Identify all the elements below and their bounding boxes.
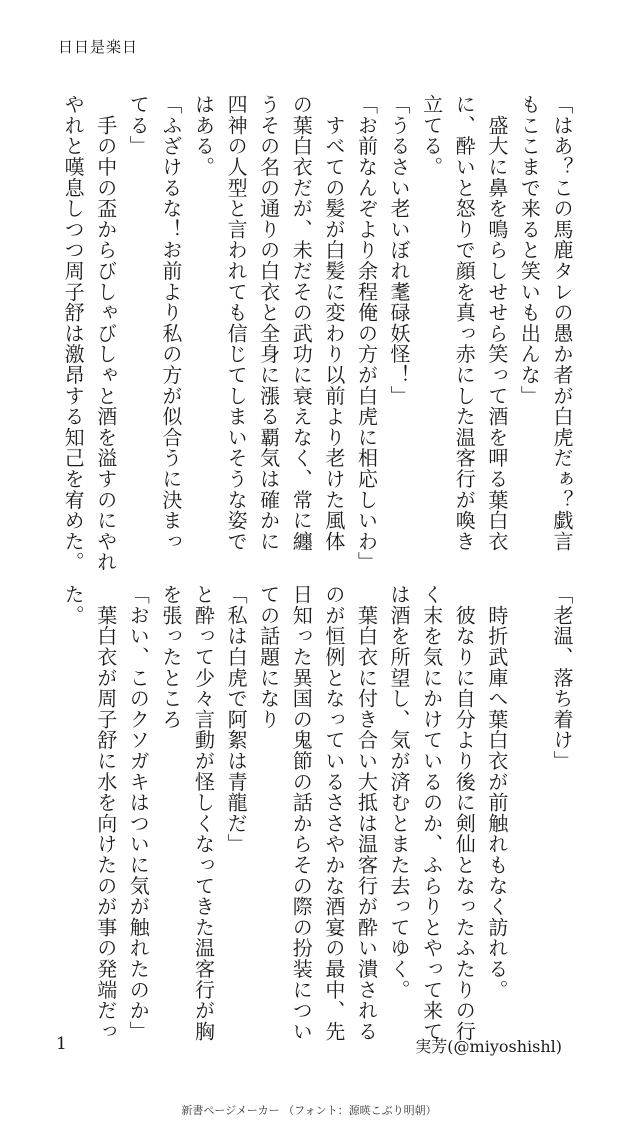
text-line: 四神の人型と言われても信じてしまいそうな姿で	[224, 94, 249, 552]
text-block-upper	[57, 94, 579, 573]
text-line: 「うるさい老いぼれ耄碌妖怪！」	[387, 94, 412, 406]
text-line: 「お前なんぞより余程俺の方が白虎に相応しいわ」	[354, 94, 379, 573]
text-line: はある。	[191, 94, 216, 178]
text-line: く末を気にかけているのか、ふらりとやって来て	[419, 584, 444, 1042]
tool-credit: 新書ページメーカー （フォント：源暎こぶり明朝）	[181, 1104, 437, 1117]
text-line: ての話題になり	[256, 584, 281, 730]
text-line: 「はあ？この馬鹿タレの愚か者が白虎だぁ？戯言	[550, 94, 574, 552]
text-line: すべての髪が白髪に変わり以前より老けた風体	[321, 94, 346, 552]
page-number: 1	[56, 1034, 67, 1054]
text-line: に、酔いと怒りで顔を真っ赤にした温客行が喚き	[452, 94, 477, 552]
text-line: 手の中の盃からびしゃびしゃと酒を溢すのにやれ	[93, 94, 118, 573]
text-line: た。	[61, 584, 86, 626]
text-line: 立てる。	[419, 94, 444, 178]
text-line: 葉白衣に付き合い大抵は温客行が酔い潰される	[354, 584, 379, 1042]
text-line: 日知った異国の鬼節の話からその際の扮装につい	[289, 584, 314, 1042]
text-line: を張ったところ	[158, 584, 183, 730]
page-header-title: 日日是楽日	[58, 38, 139, 56]
text-line: てる」	[126, 94, 151, 157]
author-credit: 実芳(@miyoshishl)	[415, 1037, 562, 1056]
text-line: 彼なりに自分より後に剣仙となったふたりの行	[452, 584, 477, 1042]
text-line: もここまで来ると笑いも出んな」	[517, 94, 542, 406]
text-block-lower	[57, 584, 579, 1042]
text-line: のが恒例となっているささやかな酒宴の最中、先	[321, 584, 346, 1042]
text-line: と酔って少々言動が怪しくなってきた温客行が胸	[191, 584, 216, 1042]
text-line: は酒を所望し、気が済むとまた去ってゆく。	[387, 584, 412, 1000]
text-line: 葉白衣が周子舒に水を向けたのが事の発端だっ	[93, 584, 118, 1042]
text-line: 時折武庫へ葉白衣が前触れもなく訪れる。	[484, 584, 509, 1000]
text-line: うその名の通りの白衣と全身に漲る覇気は確かに	[256, 94, 281, 552]
text-line: やれと嘆息しつつ周子舒は激昂する知己を宥めた。	[61, 94, 86, 573]
text-line: 「ふざけるな！お前より私の方が似合うに決まっ	[158, 94, 183, 552]
text-line-blank	[513, 584, 546, 1014]
text-line: 「老温、落ち着け」	[550, 584, 574, 772]
text-line: 盛大に鼻を鳴らしせせら笑って酒を呷る葉白衣	[484, 94, 509, 552]
text-line: 「私は白虎で阿絮は青龍だ」	[224, 584, 249, 855]
text-line: の葉白衣だが、未だその武功に衰えなく、常に纏	[289, 94, 314, 552]
text-line: 「おい、このクソガキはついに気が触れたのか」	[126, 584, 151, 1042]
